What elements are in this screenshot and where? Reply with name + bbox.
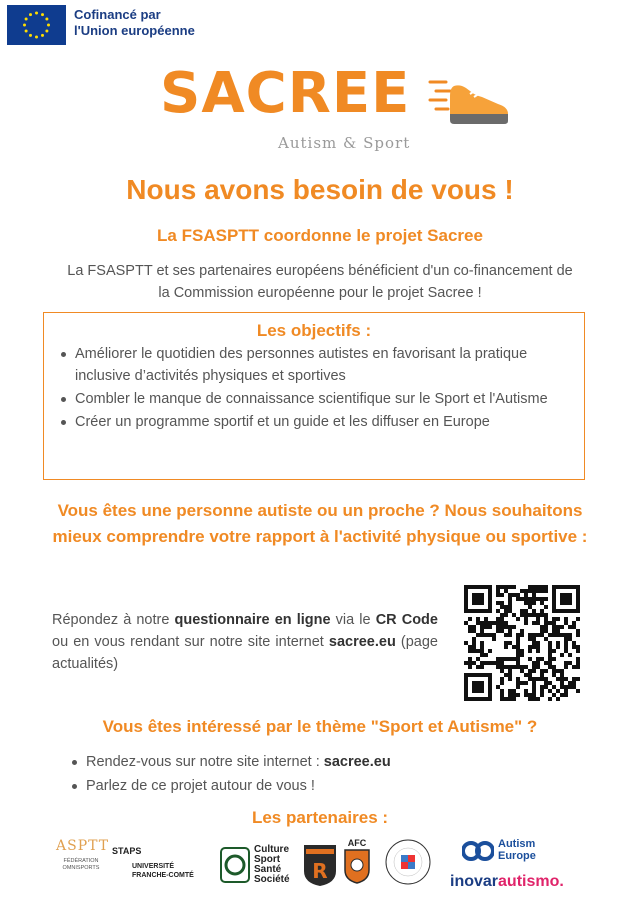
list-item: Améliorer le quotidien des personnes autistes en favorisant la pratique inclusive d’activités physiques et sportives (58, 343, 578, 387)
autism-europe-logo (462, 838, 552, 868)
staps-logo (112, 846, 214, 880)
list-item: Créer un programme sportif et un guide et les diffuser en Europe (58, 411, 578, 433)
objectives-title: Les objectifs : (256, 321, 372, 340)
partners-title: Les partenaires : (251, 808, 389, 827)
eu-star-icon (41, 34, 44, 37)
page-subtitle: La FSASPTT coordonne le projet Sacree (157, 226, 483, 245)
questionnaire-link[interactable]: questionnaire en ligne (174, 612, 331, 628)
autism-europe-emblem-icon (462, 838, 494, 864)
answer-text: Répondez à notre (52, 612, 175, 628)
sacree-logo: SACREE (160, 61, 411, 126)
eu-star-icon (25, 30, 28, 33)
list-item (70, 750, 391, 774)
theme-question: Vous êtes intéressé par le thème "Sport et Autisme" ? (102, 717, 538, 736)
qr-code-label: CR Code (375, 612, 438, 628)
staps-name: STAPS (112, 846, 142, 856)
autismo-text: autismo. (498, 873, 564, 890)
eu-flag-icon (7, 5, 66, 45)
culture-sport-logo (220, 845, 300, 887)
eu-star-icon (25, 18, 28, 21)
staps-university: UNIVERSITÉ FRANCHE-COMTÉ (132, 863, 194, 879)
website-link[interactable]: sacree.eu (328, 634, 396, 650)
logo-tagline: Autism & Sport (278, 134, 411, 152)
csss-line: Sport (254, 854, 281, 865)
asptt-name: ASPTT (56, 838, 110, 854)
csss-emblem-icon (220, 847, 250, 883)
answer-text: ou en vous rendant sur notre site internet (52, 634, 329, 650)
running-shoe-icon (428, 74, 512, 130)
eu-star-icon (45, 30, 48, 33)
club-r-logo (302, 843, 338, 887)
answer-text: via le (330, 612, 376, 628)
eu-star-icon (41, 13, 44, 16)
autism-europe-line: Autism (498, 838, 536, 850)
objectives-list (58, 343, 578, 434)
asptt-sub: FÉDÉRATION OMNISPORTS (62, 858, 100, 871)
intro-paragraph: La FSASPTT et ses partenaires européens bénéficient d'un co-financement de la Commission européenne pour le projet Sacree ! (67, 263, 573, 301)
csss-line: Santé (254, 864, 282, 875)
croatian-autism-union-logo (384, 838, 432, 886)
eu-star-icon (29, 13, 32, 16)
csss-line: Culture (254, 844, 289, 855)
theme-list (70, 750, 391, 798)
eu-line-2: l'Union européenne (74, 23, 195, 38)
svg-text:R: R (312, 859, 328, 883)
eu-star-icon (23, 24, 26, 27)
inovar-text: inovar (450, 873, 499, 890)
eu-star-icon (35, 12, 38, 15)
afc-logo (342, 838, 372, 888)
eu-star-icon (47, 24, 50, 27)
list-item: Combler le manque de connaissance scientifique sur le Sport et l'Autisme (58, 388, 578, 410)
survey-question: Vous êtes une personne autiste ou un proche ? Nous souhaitons mieux comprendre votre rapport à l'activité physique ou sportive : (52, 501, 588, 546)
survey-instructions (52, 609, 438, 675)
list-item: Parlez de ce projet autour de vous ! (70, 774, 391, 798)
eu-line-1: Cofinancé par (74, 7, 161, 22)
inovar-autismo-logo (450, 873, 564, 891)
theme-item-text: Rendez-vous sur notre site internet : (86, 754, 324, 770)
asptt-logo (56, 838, 110, 872)
answer-text: (page actualités) (52, 634, 438, 672)
eu-star-icon (29, 34, 32, 37)
qr-code[interactable] (464, 585, 580, 701)
eu-cofunding-label (74, 7, 195, 39)
objectives-box (43, 312, 585, 480)
afc-name: AFC (347, 838, 367, 848)
csss-line: Société (254, 874, 290, 885)
website-link[interactable]: sacree.eu (323, 754, 391, 770)
eu-star-icon (45, 18, 48, 21)
eu-star-icon (35, 36, 38, 39)
autism-europe-line: Europe (498, 850, 536, 862)
page-title: Nous avons besoin de vous ! (126, 174, 514, 205)
